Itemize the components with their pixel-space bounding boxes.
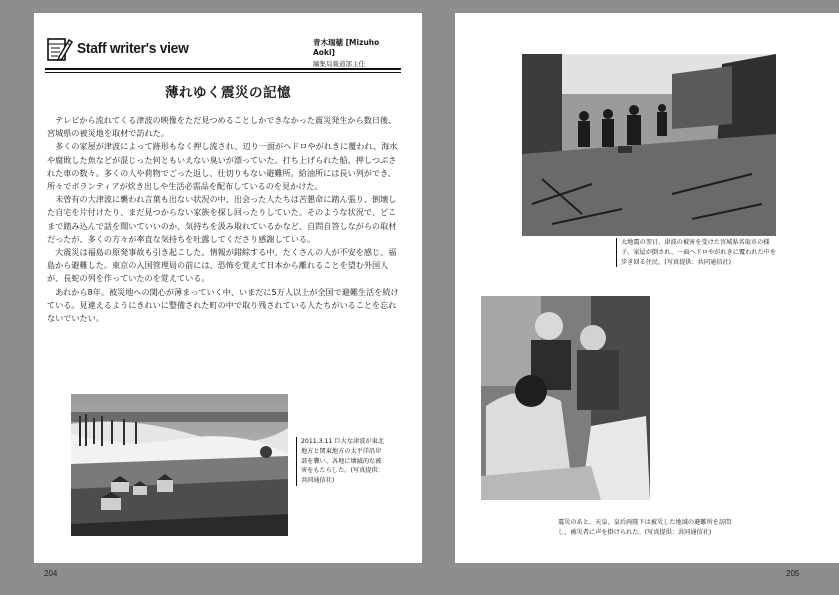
- evacuation-center-photo-image: [481, 296, 650, 500]
- author-role: 編集局報道部主任: [313, 60, 365, 68]
- evacuation-center-photo: [481, 296, 650, 500]
- notebook-pencil-icon: [45, 35, 73, 63]
- header-rule: [45, 68, 401, 70]
- paragraph: 大震災は福島の原発事故も引き起こした。情報が錯綜する中、たくさんの人が不安を感じ、福島から避難した。東京の入国管理局の前には、恐怖を覚えて日本から離れることを望む外国人が、長蛇の列を作っていたのを覚えている。: [47, 247, 397, 284]
- paragraph: 多くの家屋が津波によって跡形もなく押し流され、辺り一面がヘドロやがれきに覆われ、海水や腐敗した魚などが混じった何ともいえない臭いが漂っていた。打ち上げられた船、押しつぶされた車の数々。多くの人や荷物でごった返し、仕切りもない避難所。給油所には長い列ができ、所々でボランティアが炊き出しや生活必需品を配布しているのを見かけた。: [47, 141, 398, 192]
- page-number: 205: [786, 569, 800, 578]
- header-rule-thin: [45, 72, 401, 73]
- debris-photo-caption: 大地震の翌日、津波の被害を受けた宮城県名取市の様子。家屋が倒され、一面ヘドロやがれきに覆われた中を歩き回る住民。(写真提供：共同通信社): [616, 238, 781, 267]
- tsunami-photo-image: [71, 394, 288, 536]
- column-title: Staff writer's view: [77, 40, 189, 57]
- tsunami-photo: [71, 394, 288, 536]
- paragraph: あれから8年。被災地への関心が薄まっていく中、いまだに5万人以上が全国で避難生活を続けている。見違えるようにきれいに整備された町の中で取り残されている人たちがいることを忘れないでいたい。: [47, 286, 399, 324]
- paragraph: 未曽有の大津波に襲われ言葉も出ない状況の中、出会った人たちは苦懇命に踏ん張り、倒壊した自宅を片付けたり、まだ見つからない家族を探し回ったりしていた。そのような状況で、どこまで踏み込んで話を聞いていいのか、気持ちを汲み取れているかなど、自問自答しながらの取材だったが、多くの方々が率直な気持ちを吐露してくださり感謝している。: [47, 194, 397, 244]
- right-page: [455, 13, 839, 563]
- paragraph: テレビから流れてくる津波の映像をただ見つめることしかできなかった震災発生から数日後、宮城県の被災地を取材で訪れた。: [47, 115, 397, 139]
- author-byline: [313, 37, 401, 68]
- article-title: 薄れゆく震災の記憶: [165, 85, 291, 101]
- debris-photo: [522, 54, 776, 236]
- author-name: 青木瑞穂 [Mizuho Aoki]: [313, 38, 380, 57]
- debris-photo-image: [522, 54, 776, 236]
- evacuation-photo-caption: 震災のあと、天皇、皇后両陛下は被災した地域の避難所を訪問し、被災者に声を掛けられた。(写真提供：共同通信社): [558, 519, 732, 536]
- article-body: [47, 114, 402, 325]
- tsunami-photo-caption: 2011.3.11 巨大な津波が東北地方と関東地方の太平洋沿岸部を襲い、各地に壊滅的な被害をもたらした。(写真提供：共同通信社): [296, 437, 387, 486]
- page-number: 204: [44, 569, 58, 578]
- column-header: [45, 35, 401, 77]
- left-page: [34, 13, 422, 563]
